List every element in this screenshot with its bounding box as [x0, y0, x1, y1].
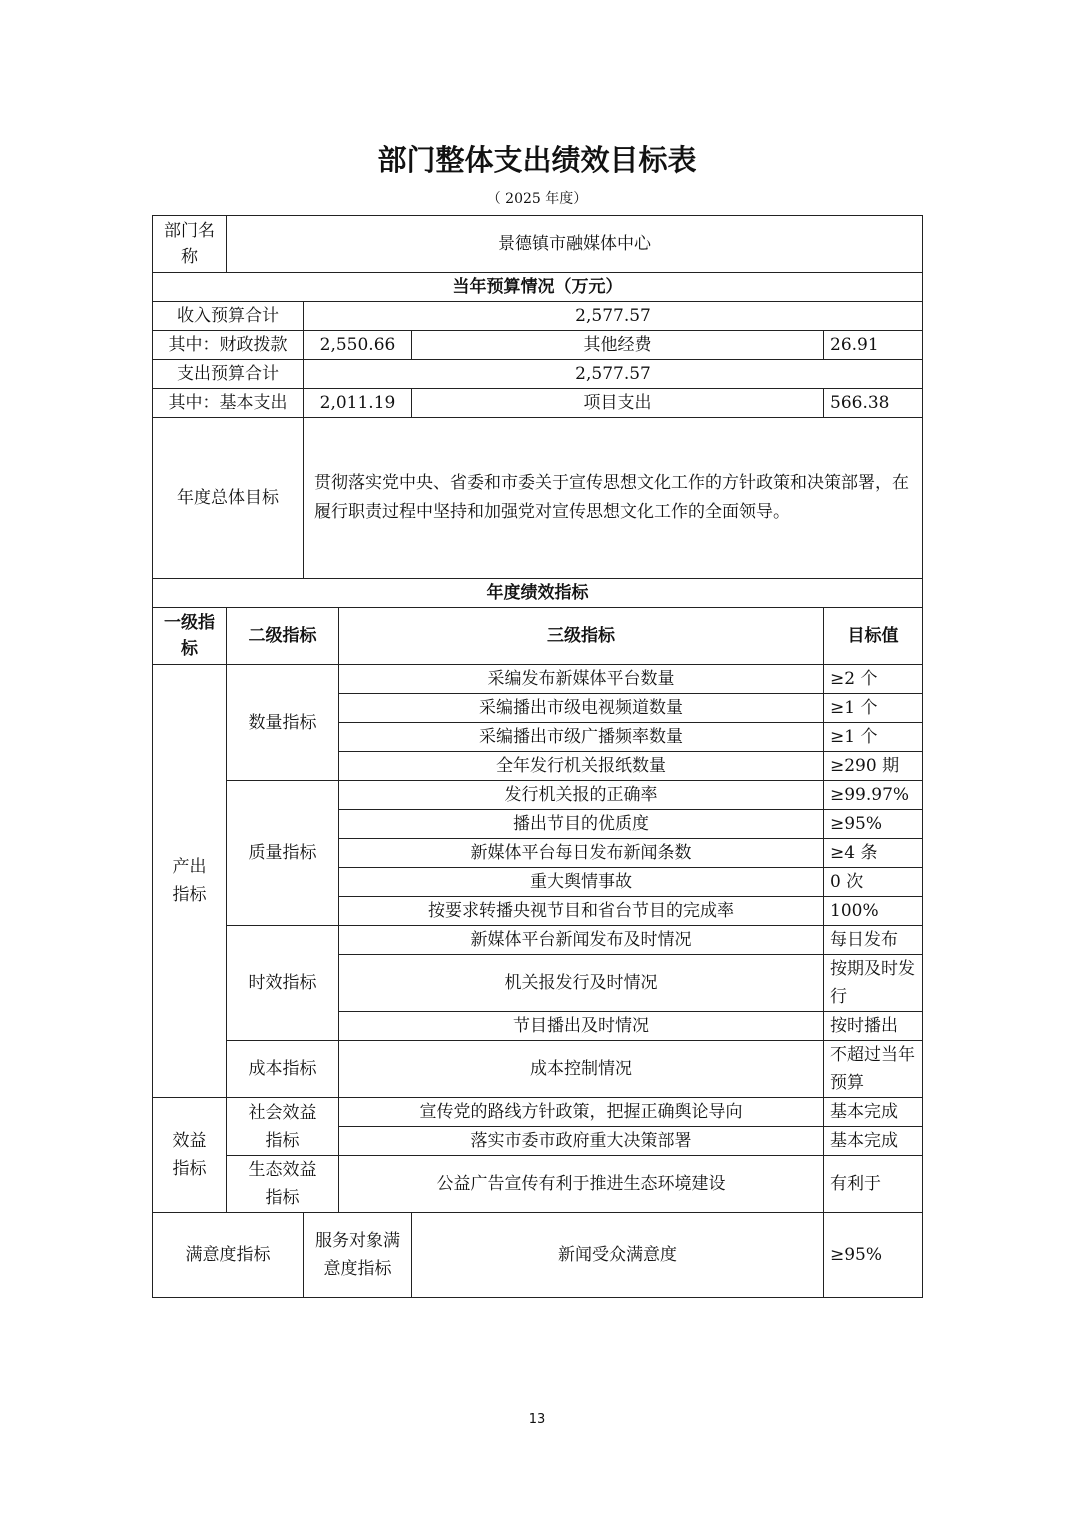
basic-value: 2,011.19	[304, 389, 412, 418]
target-value: 按时播出	[824, 1012, 923, 1041]
target-value: ≥99.97%	[824, 781, 923, 810]
level3-item: 宣传党的路线方针政策，把握正确舆论导向	[339, 1098, 824, 1127]
level3-item: 成本控制情况	[339, 1041, 824, 1098]
col-target: 目标值	[824, 608, 923, 665]
target-value: 0 次	[824, 868, 923, 897]
dept-label: 部门名称	[153, 216, 227, 273]
dept-value: 景德镇市融媒体中心	[227, 216, 923, 273]
level3-item: 新媒体平台每日发布新闻条数	[339, 839, 824, 868]
level3-item: 新媒体平台新闻发布及时情况	[339, 926, 824, 955]
indicator-row	[153, 926, 923, 955]
satisfaction-label: 满意度指标	[153, 1213, 304, 1298]
other-label: 其他经费	[412, 331, 824, 360]
target-value: 100%	[824, 897, 923, 926]
target-value: 基本完成	[824, 1127, 923, 1156]
level2-label: 成本指标	[227, 1041, 339, 1098]
page-number: 13	[528, 1412, 546, 1427]
col-level3: 三级指标	[339, 608, 824, 665]
goal-label: 年度总体目标	[153, 418, 304, 579]
level3-item: 采编播出市级广播频率数量	[339, 723, 824, 752]
year-line: （ 2025 年度）	[486, 191, 588, 207]
target-value: 基本完成	[824, 1098, 923, 1127]
level3-item: 播出节目的优质度	[339, 810, 824, 839]
level2-label: 数量指标	[227, 665, 339, 781]
level3-item: 机关报发行及时情况	[339, 955, 824, 1012]
level2-label: 生态效益指标	[227, 1156, 339, 1213]
level1-label: 产出指标	[153, 665, 227, 1098]
level3-item: 采编发布新媒体平台数量	[339, 665, 824, 694]
level3-item: 发行机关报的正确率	[339, 781, 824, 810]
level3-item: 采编播出市级电视频道数量	[339, 694, 824, 723]
level2-label: 时效指标	[227, 926, 339, 1041]
level3-item: 落实市委市政府重大决策部署	[339, 1127, 824, 1156]
target-value: ≥290 期	[824, 752, 923, 781]
budget-header: 当年预算情况（万元）	[153, 273, 923, 302]
level3-item: 重大舆情事故	[339, 868, 824, 897]
satisfaction-item: 新闻受众满意度	[412, 1213, 824, 1298]
indicator-row	[153, 1098, 923, 1127]
target-value: ≥4 条	[824, 839, 923, 868]
indicator-row	[153, 1156, 923, 1213]
project-label: 项目支出	[412, 389, 824, 418]
indicator-row	[153, 665, 923, 694]
level3-item: 公益广告宣传有利于推进生态环境建设	[339, 1156, 824, 1213]
level3-item: 按要求转播央视节目和省台节目的完成率	[339, 897, 824, 926]
level2-label: 社会效益指标	[227, 1098, 339, 1156]
target-value: ≥1 个	[824, 694, 923, 723]
level2-label: 质量指标	[227, 781, 339, 926]
expense-total-label: 支出预算合计	[153, 360, 304, 389]
target-value: ≥1 个	[824, 723, 923, 752]
fiscal-label: 其中：财政拨款	[153, 331, 304, 360]
indicator-row	[153, 1041, 923, 1098]
col-level2: 二级指标	[227, 608, 339, 665]
satisfaction-sub: 服务对象满意度指标	[304, 1213, 412, 1298]
target-value: 每日发布	[824, 926, 923, 955]
basic-label: 其中：基本支出	[153, 389, 304, 418]
target-value: 不超过当年预算	[824, 1041, 923, 1098]
target-value: ≥2 个	[824, 665, 923, 694]
other-value: 26.91	[824, 331, 923, 360]
expense-total: 2,577.57	[304, 360, 923, 389]
level3-item: 节目播出及时情况	[339, 1012, 824, 1041]
satisfaction-target: ≥95%	[824, 1213, 923, 1298]
project-value: 566.38	[824, 389, 923, 418]
target-value: 按期及时发行	[824, 955, 923, 1012]
target-value: ≥95%	[824, 810, 923, 839]
target-value: 有利于	[824, 1156, 923, 1213]
indicators-header: 年度绩效指标	[153, 579, 923, 608]
level3-item: 全年发行机关报纸数量	[339, 752, 824, 781]
fiscal-value: 2,550.66	[304, 331, 412, 360]
col-level1: 一级指标	[153, 608, 227, 665]
indicator-row	[153, 781, 923, 810]
income-total: 2,577.57	[304, 302, 923, 331]
performance-table	[152, 215, 923, 1298]
level1-label: 效益指标	[153, 1098, 227, 1213]
income-total-label: 收入预算合计	[153, 302, 304, 331]
goal-text: 贯彻落实党中央、省委和市委关于宣传思想文化工作的方针政策和决策部署，在履行职责过程中坚持和加强党对宣传思想文化工作的全面领导。	[304, 418, 923, 579]
dept-row	[153, 216, 923, 273]
page-title: 部门整体支出绩效目标表	[377, 143, 697, 177]
